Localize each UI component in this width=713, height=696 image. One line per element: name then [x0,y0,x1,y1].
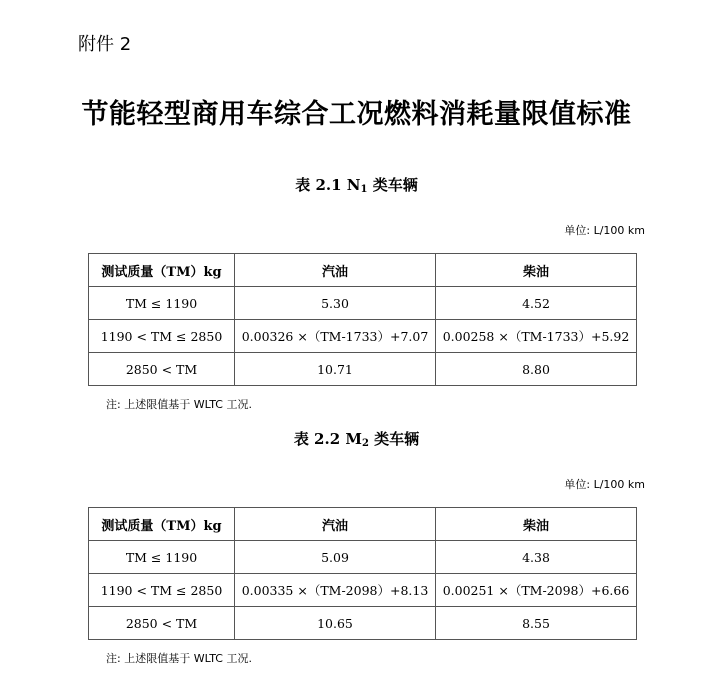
header-test-mass: 测试质量（TM）kg [89,254,235,287]
attachment-label: 附件 2 [78,34,132,55]
cell-mass: TM ≤ 1190 [89,541,235,574]
table-row [89,574,637,607]
table-2-title: 表 2.2 $M_2$ 类车辆 [293,430,420,449]
document-title: 节能轻型商用车综合工况燃料消耗量限值标准 [81,99,632,130]
header-diesel: 柴油 [436,508,637,541]
cell-diesel: 8.80 [436,353,637,386]
cell-gasoline: 5.30 [235,287,436,320]
table-header-row [89,254,637,287]
cell-diesel: 0.00258 ×（TM-1733）+5.92 [436,320,637,353]
cell-gasoline: 0.00326 ×（TM-1733）+7.07 [235,320,436,353]
cell-mass: 2850 < TM [89,353,235,386]
cell-gasoline: 0.00335 ×（TM-2098）+8.13 [235,574,436,607]
table-2 [88,507,637,640]
cell-mass: TM ≤ 1190 [89,287,235,320]
cell-gasoline: 10.65 [235,607,436,640]
cell-mass: 1190 < TM ≤ 2850 [89,320,235,353]
table-row [89,353,637,386]
table-1-title: 表 2.1 $N_1$ 类车辆 [295,176,418,195]
table-row [89,541,637,574]
table-2-note: 注: 上述限值基于 WLTC 工况. [106,652,252,665]
table-row [89,607,637,640]
table-2-unit: 单位: L/100 km [564,478,645,491]
table-1-note: 注: 上述限值基于 WLTC 工况. [106,398,252,411]
header-diesel: 柴油 [436,254,637,287]
header-gasoline: 汽油 [235,254,436,287]
cell-mass: 2850 < TM [89,607,235,640]
cell-gasoline: 5.09 [235,541,436,574]
header-test-mass: 测试质量（TM）kg [89,508,235,541]
table-header-row [89,508,637,541]
cell-gasoline: 10.71 [235,353,436,386]
table-row [89,287,637,320]
header-gasoline: 汽油 [235,508,436,541]
cell-diesel: 4.52 [436,287,637,320]
cell-diesel: 8.55 [436,607,637,640]
cell-diesel: 0.00251 ×（TM-2098）+6.66 [436,574,637,607]
cell-mass: 1190 < TM ≤ 2850 [89,574,235,607]
table-1-unit: 单位: L/100 km [564,224,645,237]
cell-diesel: 4.38 [436,541,637,574]
table-1 [88,253,637,386]
table-row [89,320,637,353]
